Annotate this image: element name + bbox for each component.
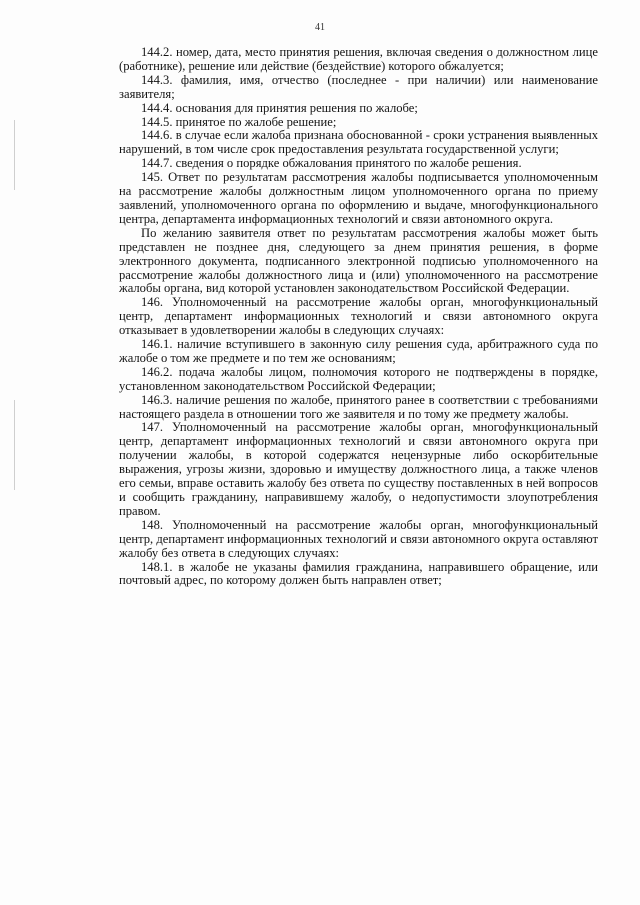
paragraph-146-1: 146.1. наличие вступившего в законную силу решения суда, арбитражного суда по жалобе о том же предмете и по тем же основаниям; xyxy=(119,337,598,365)
paragraph-146-2: 146.2. подача жалобы лицом, полномочия которого не подтверждены в порядке, установленном законодательством Российской Федерации; xyxy=(119,364,598,393)
scan-edge-mark xyxy=(14,120,15,190)
paragraph-148: 148. Уполномоченный на рассмотрение жалобы орган, многофункциональный центр, департамент информационных технологий и связи автономного округа оставляют жалобу без ответа в следующих случаях: xyxy=(119,517,598,560)
paragraph-145-electronic-reply: По желанию заявителя ответ по результатам рассмотрения жалобы может быть представлен не позднее дня, следующего за днем принятия решения, в форме электронного документа, подписанного электронной подписью уполномоченного на рассмотрение жалобы должностного лица и (или) уполномоченного на рассмотрение жалобы органа, вид которой установлен законодательством Российской Федерации. xyxy=(119,225,598,296)
paragraph-144-6: 144.6. в случае если жалоба признана обоснованной - сроки устранения выявленных нарушений, в том числе срок предоставления результата государственной услуги; xyxy=(119,128,598,157)
paragraph-144-3: 144.3. фамилия, имя, отчество (последнее - при наличии) или наименование заявителя; xyxy=(119,72,598,101)
paragraph-148-1: 148.1. в жалобе не указаны фамилия гражданина, направившего обращение, или почтовый адрес, по которому должен быть направлен ответ; xyxy=(119,559,598,588)
paragraph-147: 147. Уполномоченный на рассмотрение жалобы орган, многофункциональный центр, департамент информационных технологий и связи автономного округа при получении жалобы, в которой содержатся нецензурные либо оскорбительные выражения, угрозы жизни, здоровью и имуществу должностного лица, а также членов его семьи, вправе оставить жалобу без ответа по существу поставленных в ней вопросов и сообщить гражданину, направившему жалобу, о недопустимости злоупотребления правом. xyxy=(119,420,598,518)
paragraph-146-3: 146.3. наличие решения по жалобе, принятого ранее в соответствии с требованиями настоящего раздела в отношении того же заявителя и по тому же предмету жалобы. xyxy=(119,392,598,421)
page-number: 41 xyxy=(315,22,325,33)
paragraph-144-7: 144.7. сведения о порядке обжалования принятого по жалобе решения. xyxy=(141,156,522,171)
scan-edge-mark xyxy=(14,400,15,490)
document-body xyxy=(119,46,598,588)
paragraph-144-4: 144.4. основания для принятия решения по жалобе; xyxy=(141,100,418,115)
paragraph-146: 146. Уполномоченный на рассмотрение жалобы орган, многофункциональный центр, департамент информационных технологий и связи автономного округа отказывает в удовлетворении жалобы в следующих случаях: xyxy=(119,295,598,338)
paragraph-144-2: 144.2. номер, дата, место принятия решения, включая сведения о должностном лице (работнике), решение или действие (бездействие) которого обжалуется; xyxy=(119,45,598,73)
paragraph-144-5: 144.5. принятое по жалобе решение; xyxy=(141,114,337,129)
paragraph-145: 145. Ответ по результатам рассмотрения жалобы подписывается уполномоченным на рассмотрение жалобы должностным лицом уполномоченного органа по приему заявлений, уполномоченного органа по оформлению и выдаче, многофункционального центра, департамента информационных технологий и связи автономного округа. xyxy=(119,170,598,226)
